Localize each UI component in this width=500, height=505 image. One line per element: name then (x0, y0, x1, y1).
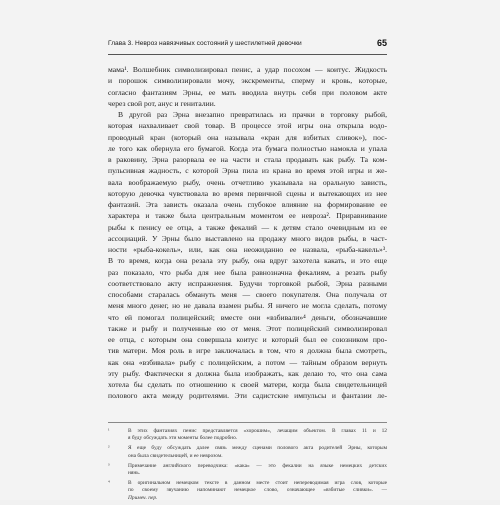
body-line: В другой раз Эрна внезапно превратилась из прачки в торговку рыбой, (118, 110, 387, 119)
body-line: эту рыбу. Фактически я должна была изображать, как делаю то, что она сама (108, 368, 387, 378)
footnote-line: по своему звучанию напоминают немецкое слово, означающее «взбитые сливки». — (128, 487, 387, 494)
footnote (108, 428, 387, 442)
body-text (108, 64, 387, 402)
body-line: соответствовало акту испражнения. Будучи торговкой рыбой, Эрна разными (108, 278, 387, 288)
footnote-mark: ³ (108, 463, 110, 469)
body-line: раз показало, что рыба для нее была равнозначна фекалиям, а резать рыбу (108, 267, 387, 277)
body-line: мама¹. Волшебник символизировал пенис, а удар посохом — коитус. Жидкость (108, 65, 387, 74)
footnote-mark: ¹ (108, 429, 110, 434)
body-line: которая нахваливает свой товар. В процессе этой игры она открыла водо- (108, 121, 387, 131)
footnote-rule (108, 422, 387, 423)
body-line: фантазий. Эта зависть оказала очень глубокое влияние на формирование ее (108, 200, 387, 209)
footnote-line: Примечание английского переводчика: «кака» — это фекалии на языке немецких детских (128, 462, 387, 469)
body-line: как она «взбивала» рыбу с полицейским, а потом — тайным образом вернуть (108, 357, 387, 367)
body-line: способами старалась обмануть меня — своего покупателя. Она получала от (108, 290, 387, 299)
body-line: вала воображаемую рыбу, очень отчетливо указывала на оральную зависть, (108, 177, 387, 187)
body-line: полового акта между родителями. Эти садистские импульсы и фантазии ле- (108, 391, 387, 401)
page-number: 65 (376, 38, 387, 48)
footnote-line: нянь. (128, 470, 141, 477)
body-line: ее отца, с которым она совершала коитус и который был ее союзником про- (108, 335, 387, 344)
body-line: тив матери. Моя роль в игре заключалась в том, что я должна была смотреть, (108, 346, 387, 356)
footnote-line: я буду обсуждать эти моменты более подробно. (128, 435, 238, 442)
body-line: меня много денег, но не давала взамен рыбы. Я ничего не могла сделать, потому (108, 301, 387, 311)
footnote-mark: ² (108, 446, 110, 452)
footnote (108, 463, 387, 477)
footnote (108, 445, 387, 459)
footnote-line: В этих фантазиях пенис представляется «хорошим», лечащим объектом. В главах 11 и 12 (128, 428, 387, 434)
body-line: характера и также была центральным моментом ее невроза². Приравнивание (108, 211, 387, 221)
footnote-line: она была свидетельницей, и ее неврозом. (128, 452, 223, 459)
footnote-line: Я еще буду обсуждать далее связь между сценами полового акта родителей Эрны, которым (128, 445, 387, 452)
body-line: ности «рыба-кокель», или, как она неожиданно ее назвала, «рыба-какель»³. (108, 245, 387, 254)
footnotes (108, 428, 387, 505)
footnote (108, 480, 387, 502)
body-line: которую девочка чувствовала во время первичной сцены и вытекающих из нее (108, 188, 387, 198)
body-line: согласно фантазиям Эрны, ее мать вводила внутрь себя при половом акте (108, 87, 387, 97)
footnote-mark: ⁴ (108, 481, 110, 487)
body-line: что ей помогал полицейский; вместе они «взбивали»⁴ деньги, обозначавшие (108, 312, 387, 322)
body-line: хотела бы сделать по отношению к своей матери, когда была свидетельницей (108, 380, 387, 389)
body-line: также и рыбу и полученные ею от меня. Этот полицейский символизировал (108, 323, 387, 333)
footnote-line: В оригинальном немецком тексте в данном месте стоит непереводимая игра слов, которые (128, 480, 387, 487)
body-line: и порошок символизировали мочу, экскременты, сперму и кровь, которые, (108, 76, 387, 86)
body-line: рыбы к пенису ее отца, а также фекалий — к детям стало очевидным из ее (108, 222, 387, 232)
body-line: ле того как обернула его бумагой. Когда эта бумага полностью намокла и упала (108, 143, 387, 153)
footnote-line: Примеч. пер. (128, 494, 158, 501)
body-line: пульсивная жадность, с которой Эрна пила из крана во время этой игры и же- (108, 166, 387, 176)
body-line: ассоциаций. У Эрны было выставлено на продажу много видов рыбы, в част- (108, 233, 387, 243)
header-rule (108, 54, 387, 55)
page-header (108, 40, 387, 54)
body-line: проводный кран (который она называла «кран для взбитых сливок»), пос- (108, 132, 387, 142)
body-line: через свой рот, анус и гениталии. (108, 98, 216, 108)
body-line: в раковину, Эрна разорвала ее на части и стала продавать как рыбу. Та ком- (108, 155, 387, 164)
body-line: В то время, когда она резала эту рыбу, она вдруг захотела какать, и это еще (108, 256, 387, 266)
running-head: Глава 3. Невроз навязчивых состояний у шестилетней девочки (108, 40, 302, 47)
